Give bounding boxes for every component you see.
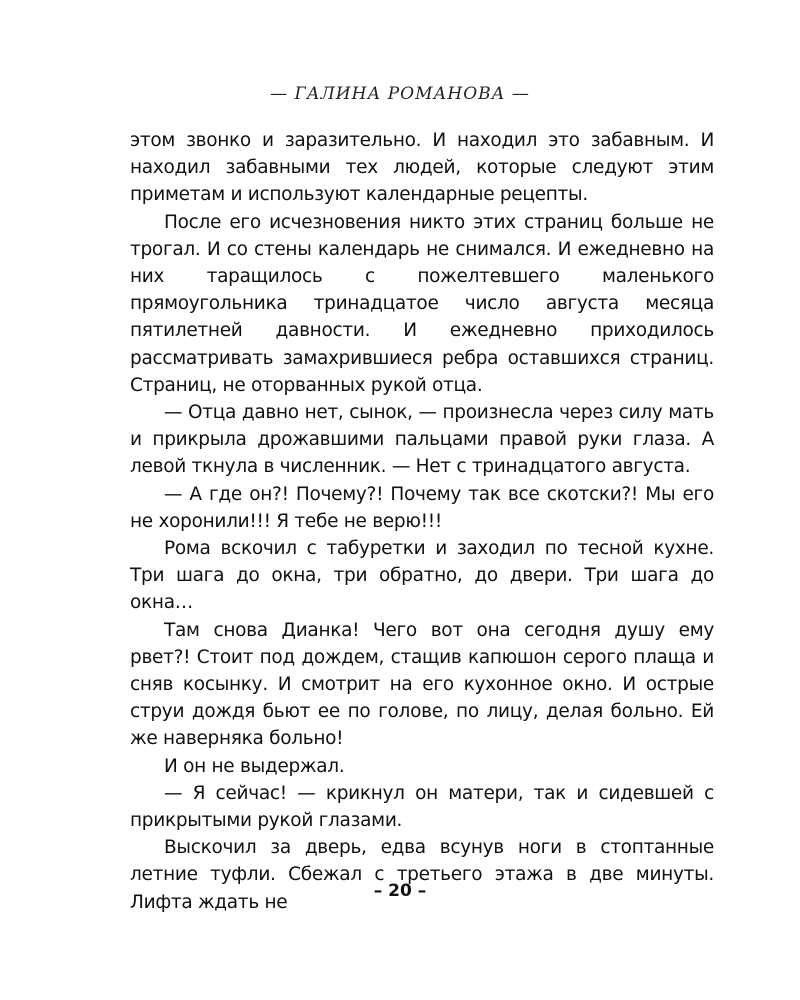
paragraph-4: — А где он?! Почему?! Почему так все скотски?! Мы его не хоронили!!! Я тебе не верю!!! — [130, 483, 714, 532]
paragraph-3: — Отца давно нет, сынок, — произнесла через силу мать и прикрыла дрожавшими пальцами правой руки глаза. А левой ткнула в численник. — Нет с тринадцатого августа. — [130, 402, 714, 478]
running-header: — ГАЛИНА РОМАНОВА — — [270, 84, 530, 104]
paragraph-5: Рома вскочил с табуретки и заходил по тесной кухне. Три шага до окна, три обратно, до двери. Три шага до окна… — [130, 538, 714, 614]
paragraph-1: этом звонко и заразительно. И находил это забавным. И находил забавными тех людей, которые следуют этим приметам и используют календарные рецепты. — [130, 130, 714, 206]
paragraph-2: После его исчезновения никто этих страниц больше не трогал. И со стены календарь не снимался. И ежедневно на них таращилось с пожелтевшего маленького прямоугольника тринадцатое число августа месяца пятилетней давности. И ежедневно приходилось рассматривать замахрившиеся ребра оставшихся страниц. Страниц, не оторванных рукой отца. — [130, 211, 714, 396]
body-text — [130, 127, 714, 916]
paragraph-7: И он не выдержал. — [164, 755, 345, 777]
paragraph-8: — Я сейчас! — крикнул он матери, так и сидевшей с прикрытыми рукой глазами. — [130, 782, 714, 832]
page-number: – 20 – — [373, 881, 427, 901]
paragraph-6: Там снова Дианка! Чего вот она сегодня душу ему рвет?! Стоит под дождем, стащив капюшон серого плаща и сняв косынку. И смотрит на его кухонное окно. И острые струи дождя бьют ее по голове, по лицу, делая больно. Ей же наверняка больно! — [130, 619, 714, 750]
paragraph-9: Выскочил за дверь, едва всунув ноги в стоптанные летние туфли. Сбежал с третьего этажа в две минуты. Лифта ждать не — [130, 837, 714, 913]
